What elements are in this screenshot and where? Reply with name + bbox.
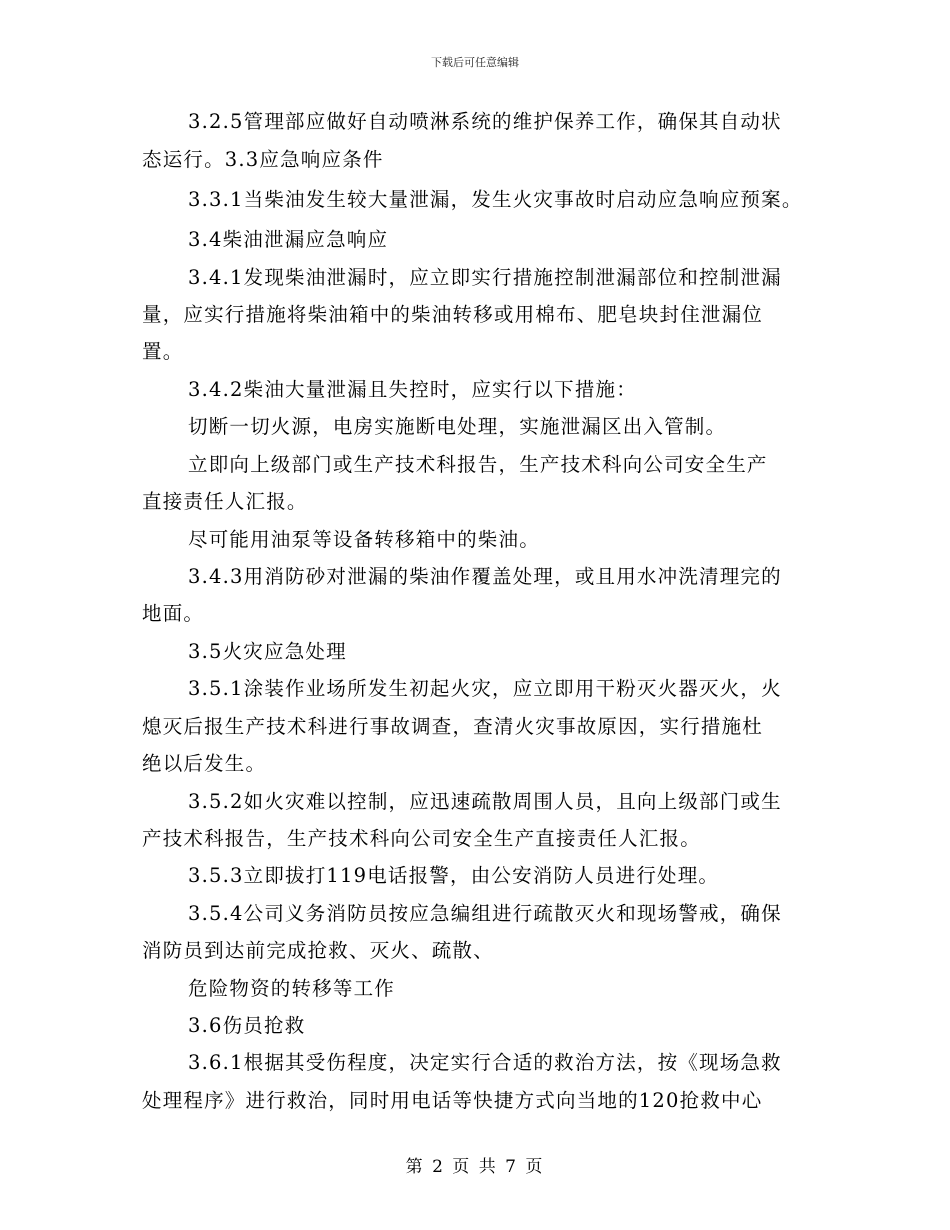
text-line: 立即向上级部门或生产技术科报告，生产技术科向公司安全生产	[188, 453, 768, 476]
text-line: 3.2.5管理部应做好自动喷淋系统的维护保养工作，确保其自动状	[188, 110, 782, 133]
text-line: 消防员到达前完成抢救、灭火、疏散、	[142, 939, 494, 962]
text-line: 危险物资的转移等工作	[188, 977, 396, 1000]
text-line: 3.5.3立即拔打119电话报警，由公安消防人员进行处理。	[188, 864, 720, 887]
page-number: 第 2 页 共 7 页	[405, 1157, 545, 1177]
text-line: 3.5.4公司义务消防员按应急编组进行疏散灭火和现场警戒，确保	[188, 902, 782, 925]
text-line: 3.5.1涂装作业场所发生初起火灾，应立即用干粉灭火器灭火，火	[188, 677, 782, 700]
page-header: 下载后可任意编辑	[431, 56, 519, 69]
text-line: 产技术科报告，生产技术科向公司安全生产直接责任人汇报。	[142, 827, 701, 850]
text-line: 3.4.2柴油大量泄漏且失控时，应实行以下措施：	[188, 378, 637, 401]
text-line: 绝以后发生。	[142, 752, 267, 775]
text-line: 3.4.1发现柴油泄漏时，应立即实行措施控制泄漏部位和控制泄漏	[188, 266, 782, 289]
text-line: 3.6伤员抢救	[188, 1014, 306, 1037]
text-line: 切断一切火源，电房实施断电处理，实施泄漏区出入管制。	[188, 415, 727, 438]
text-line: 熄灭后报生产技术科进行事故调查，查清火灾事故原因，实行措施杜	[142, 715, 764, 738]
text-line: 直接责任人汇报。	[142, 490, 308, 513]
text-line: 3.3.1当柴油发生较大量泄漏，发生火灾事故时启动应急响应预案。	[188, 188, 803, 211]
text-line: 态运行。3.3应急响应条件	[142, 148, 384, 171]
text-line: 量，应实行措施将柴油箱中的柴油转移或用棉布、肥皂块封住泄漏位	[142, 303, 764, 326]
text-line: 3.4柴油泄漏应急响应	[188, 228, 389, 251]
text-line: 处理程序》进行救治，同时用电话等快捷方式向当地的120抢救中心	[142, 1089, 763, 1112]
text-line: 地面。	[142, 602, 205, 625]
text-line: 3.5火灾应急处理	[188, 640, 347, 663]
text-line: 置。	[142, 340, 184, 363]
text-line: 3.5.2如火灾难以控制，应迅速疏散周围人员，且向上级部门或生	[188, 790, 782, 813]
text-line: 3.4.3用消防砂对泄漏的柴油作覆盖处理，或且用水冲洗清理完的	[188, 565, 782, 588]
text-line: 尽可能用油泵等设备转移箱中的柴油。	[188, 528, 540, 551]
text-line: 3.6.1根据其受伤程度，决定实行合适的救治方法，按《现场急救	[188, 1051, 782, 1074]
